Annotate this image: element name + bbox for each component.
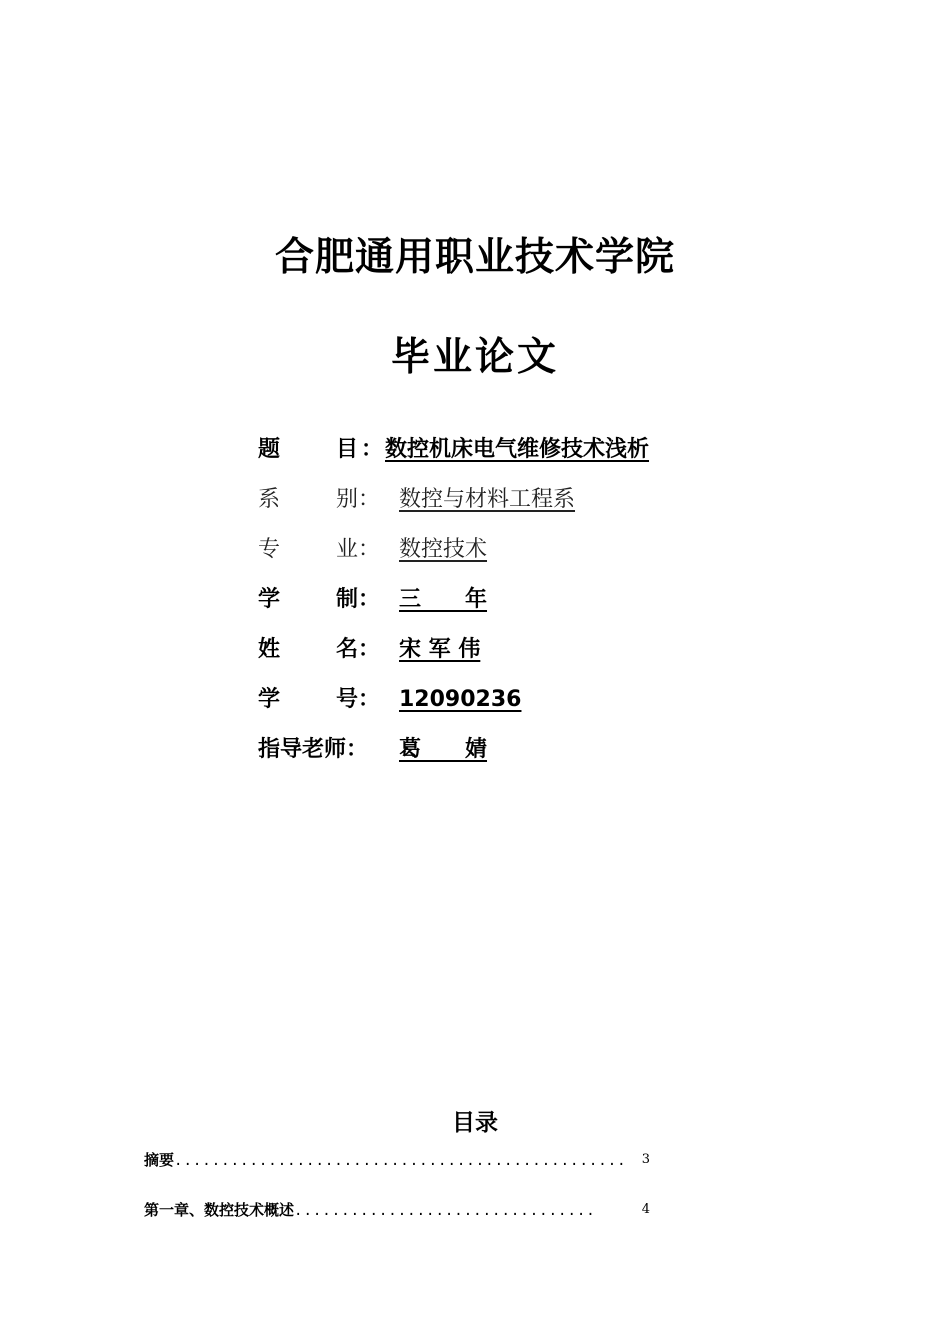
major-value: 数控技术 [399, 537, 488, 562]
toc-entry-text: 第一章、数控技术概述 [144, 1201, 295, 1219]
document-type: 毕业论文 [390, 335, 559, 380]
student-name-value: 宋 军 伟 [399, 637, 481, 662]
toc-title: 目录 [452, 1110, 498, 1136]
school-name: 合肥通用职业技术学院 [274, 235, 675, 280]
advisor-label: 指导老师： [258, 737, 369, 762]
department-value: 数控与材料工程系 [399, 487, 576, 512]
toc-entry[interactable] [144, 1149, 654, 1171]
toc-page-number: 4 [642, 1199, 650, 1221]
toc-leader-dots: ................................................ [174, 1153, 627, 1169]
duration-value: 三 年 [399, 587, 488, 612]
student-id-value: 12090236 [399, 687, 522, 712]
advisor-value: 葛 婧 [399, 737, 488, 762]
toc-entry[interactable] [144, 1199, 654, 1221]
toc-leader-dots: ................................ [294, 1203, 596, 1219]
toc-entry-text: 摘要 [144, 1151, 175, 1169]
thesis-title-value: 数控机床电气维修技术浅析 [385, 437, 650, 462]
toc-page-number: 3 [642, 1149, 650, 1171]
thesis-cover-page: 合肥通用职业技术学院 毕业论文 题 目 ： 数控机床电气维修技术浅析 系 别 ： 数控与材料工程系 专 业 ： 数控技术 学 制 ： 三 年 姓 名 ： 宋 军 伟 学 号 ： 12090236 指导老师： 葛 婧 目录 摘要................................................ 3 第一章、数控技术概述................................ 4 [0, 0, 950, 1344]
